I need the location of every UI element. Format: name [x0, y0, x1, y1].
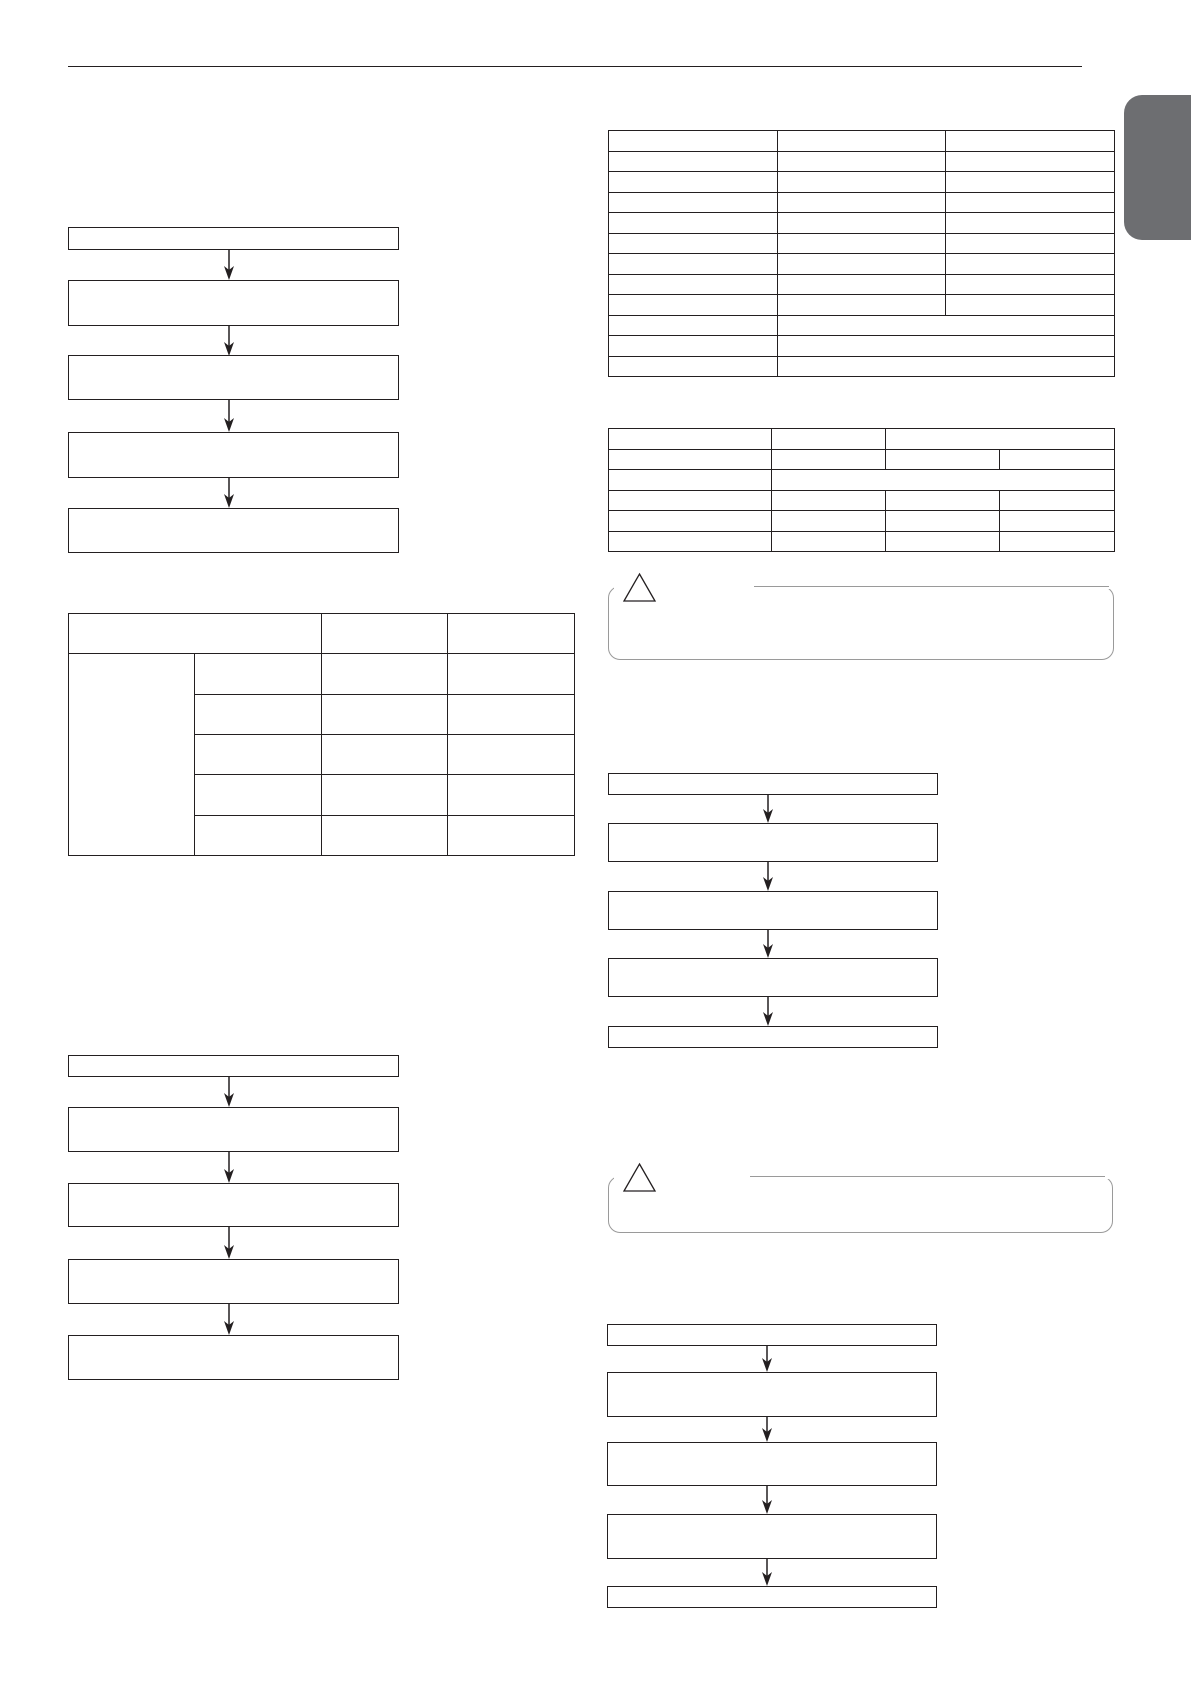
table-row — [609, 429, 1115, 450]
table-cell — [609, 193, 778, 213]
table-cell — [609, 450, 772, 470]
down-arrow-icon — [758, 997, 778, 1026]
table-cell — [946, 131, 1115, 152]
table-cell — [886, 429, 1115, 450]
down-arrow-icon — [219, 400, 239, 432]
table-row — [609, 450, 1115, 470]
table-cell — [778, 254, 946, 275]
table-cell — [886, 450, 1000, 470]
table-row — [609, 470, 1115, 491]
table-cell — [1000, 491, 1115, 511]
down-arrow-icon — [219, 250, 239, 281]
flow-step — [608, 773, 938, 795]
flow-step — [68, 508, 399, 553]
flow-step — [608, 958, 938, 997]
flow-step — [608, 1026, 938, 1048]
table-cell — [69, 614, 322, 654]
table-cell — [609, 357, 778, 377]
table-cell — [195, 654, 322, 695]
flow-step — [68, 280, 399, 326]
table-cell — [609, 336, 778, 357]
table-row — [609, 532, 1115, 552]
down-arrow-icon — [219, 1227, 239, 1259]
down-arrow-icon — [757, 1486, 777, 1514]
down-arrow-icon — [219, 1152, 239, 1183]
table-cell — [448, 775, 575, 816]
down-arrow-icon — [757, 1346, 777, 1372]
table-cell — [1000, 511, 1115, 532]
table-cell — [609, 213, 778, 234]
table-row — [609, 213, 1115, 234]
table-cell — [322, 654, 448, 695]
flow-step — [607, 1586, 937, 1608]
table-row — [609, 254, 1115, 275]
caution-frame — [608, 1176, 1113, 1233]
table-cell — [609, 429, 772, 450]
flow-step — [68, 1335, 399, 1380]
table-cell — [69, 654, 195, 856]
table-cell — [946, 172, 1115, 193]
table-header-row — [69, 614, 575, 654]
table-row — [69, 654, 575, 695]
table-cell — [195, 775, 322, 816]
table-cell — [886, 532, 1000, 552]
down-arrow-icon — [757, 1559, 777, 1586]
table-cell — [609, 254, 778, 275]
table-cell — [778, 152, 946, 172]
table-row — [609, 172, 1115, 193]
table-cell — [448, 654, 575, 695]
down-arrow-icon — [758, 862, 778, 891]
table-cell — [609, 172, 778, 193]
table-cell — [778, 172, 946, 193]
table-cell — [322, 614, 448, 654]
flow-step — [68, 355, 399, 400]
flow-step — [607, 1372, 937, 1417]
flow-step — [68, 227, 399, 250]
table-cell — [946, 152, 1115, 172]
table-cell — [772, 532, 886, 552]
table-row — [609, 357, 1115, 377]
table-cell — [322, 695, 448, 735]
table-cell — [448, 735, 575, 775]
table-cell — [772, 450, 886, 470]
down-arrow-icon — [219, 326, 239, 356]
table-cell — [946, 193, 1115, 213]
table-cell — [778, 295, 946, 316]
table-cell — [778, 131, 946, 152]
flow-step — [607, 1442, 937, 1486]
table-cell — [322, 775, 448, 816]
warning-triangle-icon — [622, 1162, 657, 1193]
down-arrow-icon — [219, 1077, 239, 1107]
table-cell — [609, 234, 778, 254]
table-cell — [195, 735, 322, 775]
flow-step — [607, 1514, 937, 1559]
caution-heading-line — [754, 586, 1109, 587]
table-cell — [609, 491, 772, 511]
warning-triangle-icon — [622, 572, 657, 603]
table-1 — [68, 613, 575, 856]
table-cell — [609, 316, 778, 336]
table-row — [609, 152, 1115, 172]
down-arrow-icon — [219, 478, 239, 508]
table-row — [609, 491, 1115, 511]
caution-frame — [608, 586, 1114, 660]
flow-step — [68, 1055, 399, 1077]
table-row — [609, 511, 1115, 532]
down-arrow-icon — [758, 795, 778, 823]
table-row — [609, 234, 1115, 254]
table-cell — [778, 213, 946, 234]
table-cell — [778, 275, 946, 295]
table-cell — [778, 234, 946, 254]
table-cell — [448, 816, 575, 856]
table-cell — [609, 275, 778, 295]
table-cell — [448, 695, 575, 735]
table-cell — [1000, 532, 1115, 552]
table-cell — [886, 491, 1000, 511]
down-arrow-icon — [757, 1417, 777, 1442]
header-rule — [68, 66, 1082, 67]
table-row — [609, 316, 1115, 336]
table-cell — [772, 511, 886, 532]
flow-step — [607, 1324, 937, 1346]
table-cell — [1000, 450, 1115, 470]
table-cell — [778, 316, 1115, 336]
table-cell — [772, 491, 886, 511]
down-arrow-icon — [758, 930, 778, 958]
table-cell — [322, 816, 448, 856]
language-tab — [1124, 95, 1191, 240]
flow-step — [68, 1183, 399, 1227]
table-cell — [946, 275, 1115, 295]
table-cell — [778, 357, 1115, 377]
table-row — [609, 275, 1115, 295]
table-cell — [609, 295, 778, 316]
table-3 — [608, 428, 1115, 552]
table-cell — [946, 295, 1115, 316]
down-arrow-icon — [219, 1304, 239, 1335]
table-cell — [448, 614, 575, 654]
table-cell — [609, 470, 772, 491]
table-cell — [609, 152, 778, 172]
table-cell — [772, 429, 886, 450]
table-row — [609, 193, 1115, 213]
flow-step — [68, 432, 399, 478]
flow-step — [68, 1107, 399, 1152]
caution-heading-line — [750, 1176, 1105, 1177]
table-cell — [772, 470, 1115, 491]
table-cell — [886, 511, 1000, 532]
table-cell — [609, 511, 772, 532]
table-cell — [778, 193, 946, 213]
flow-step — [608, 891, 938, 930]
table-2 — [608, 130, 1115, 377]
table-cell — [609, 532, 772, 552]
table-cell — [946, 234, 1115, 254]
table-cell — [322, 735, 448, 775]
table-cell — [946, 254, 1115, 275]
table-cell — [609, 131, 778, 152]
flow-step — [608, 823, 938, 862]
table-row — [609, 295, 1115, 316]
flow-step — [68, 1259, 399, 1304]
table-cell — [195, 695, 322, 735]
table-row — [609, 131, 1115, 152]
table-cell — [195, 816, 322, 856]
table-cell — [778, 336, 1115, 357]
table-row — [609, 336, 1115, 357]
table-cell — [946, 213, 1115, 234]
